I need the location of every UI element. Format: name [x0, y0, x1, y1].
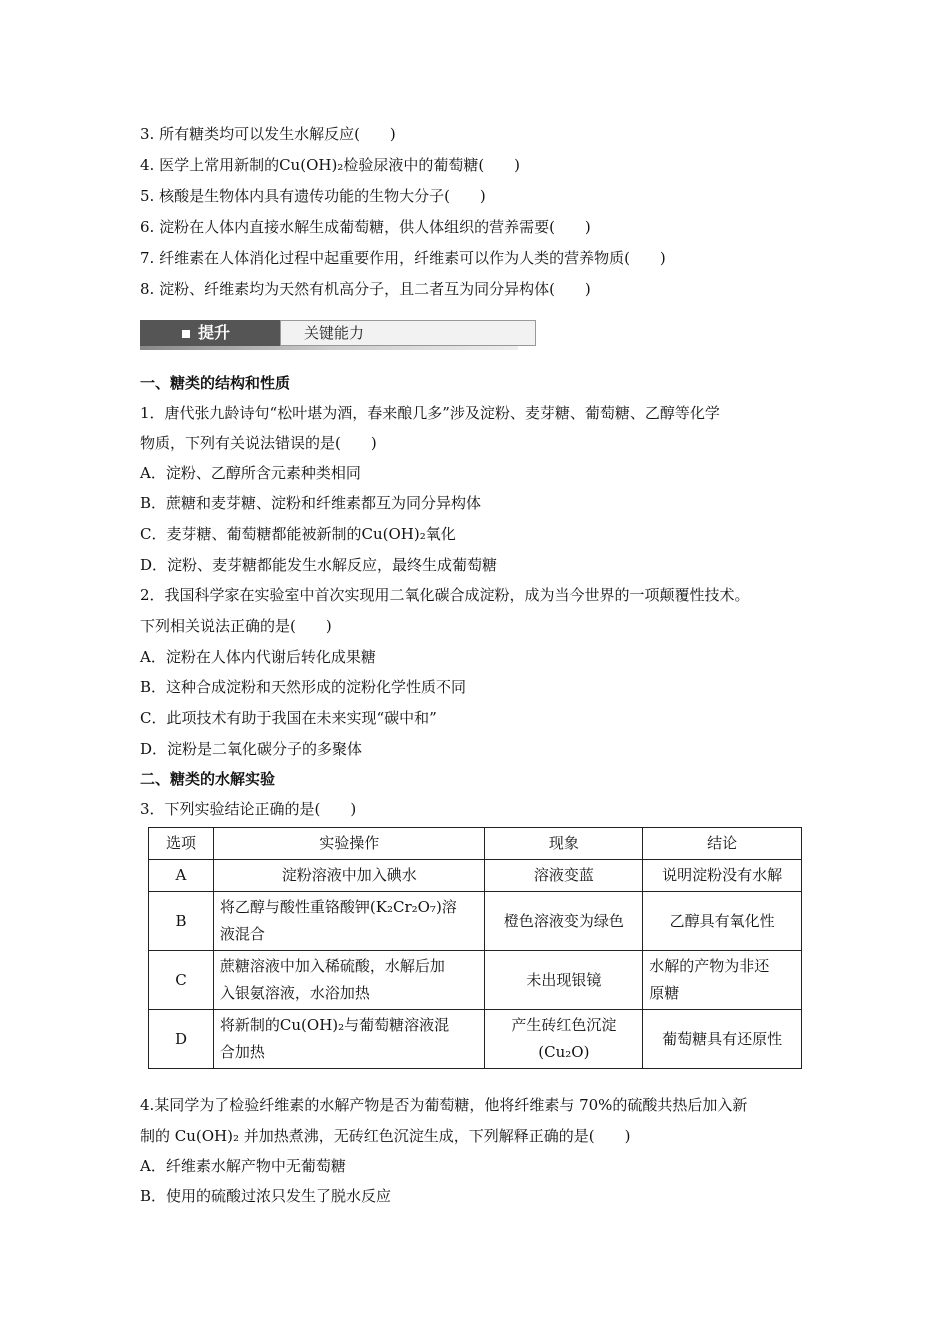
- q1-stem-line1: 1．唐代张九龄诗句“松叶堪为酒，春来酿几多”涉及淀粉、麦芽糖、葡萄糖、乙醇等化学: [140, 404, 720, 422]
- table-row: [149, 951, 802, 1010]
- q2-stem-line1: 2．我国科学家在实验室中首次实现用二氧化碳合成淀粉，成为当今世界的一项颠覆性技术。: [140, 586, 750, 604]
- judge-item-5: 5. 核酸是生物体内具有遗传功能的生物大分子( ): [140, 187, 486, 205]
- judge-item-3: 3. 所有糖类均可以发生水解反应( ): [140, 125, 396, 143]
- judge-item-8: 8. 淀粉、纤维素均为天然有机高分子，且二者互为同分异构体( ): [140, 280, 591, 298]
- q2-option-d: D．淀粉是二氧化碳分子的多聚体: [140, 740, 363, 758]
- option-cell: A: [149, 860, 214, 892]
- phenomenon-cell: 未出现银镜: [485, 951, 643, 1010]
- table-row: [149, 1010, 802, 1069]
- table-row: [149, 860, 802, 892]
- table-row: [149, 892, 802, 951]
- q4-option-b: B．使用的硫酸过浓只发生了脱水反应: [140, 1187, 392, 1205]
- phenomenon-cell: 橙色溶液变为绿色: [485, 892, 643, 951]
- conclusion-cell: 乙醇具有氧化性: [643, 892, 802, 951]
- option-cell: C: [149, 951, 214, 1010]
- phenomenon-cell: 产生砖红色沉淀 (Cu₂O): [485, 1010, 643, 1069]
- conclusion-cell: 说明淀粉没有水解: [643, 860, 802, 892]
- table-header: 结论: [643, 828, 802, 860]
- banner-right-label: 关键能力: [304, 324, 365, 342]
- operation-cell: 蔗糖溶液中加入稀硫酸，水解后加 入银氨溶液，水浴加热: [213, 951, 485, 1010]
- judge-item-7: 7. 纤维素在人体消化过程中起重要作用，纤维素可以作为人类的营养物质( ): [140, 249, 666, 267]
- operation-cell: 将新制的Cu(OH)₂与葡萄糖溶液混 合加热: [213, 1010, 485, 1069]
- conclusion-cell: 葡萄糖具有还原性: [643, 1010, 802, 1069]
- section-banner: [140, 320, 518, 350]
- section1-heading: 一、糖类的结构和性质: [140, 374, 291, 392]
- judge-item-4: 4. 医学上常用新制的Cu(OH)₂检验尿液中的葡萄糖( ): [140, 156, 521, 174]
- q1-option-b: B．蔗糖和麦芽糖、淀粉和纤维素都互为同分异构体: [140, 494, 482, 512]
- q1-option-d: D．淀粉、麦芽糖都能发生水解反应，最终生成葡萄糖: [140, 556, 498, 574]
- table-header: 现象: [485, 828, 643, 860]
- q2-option-b: B．这种合成淀粉和天然形成的淀粉化学性质不同: [140, 678, 467, 696]
- q3-stem: 3．下列实验结论正确的是( ): [140, 800, 357, 818]
- q4-stem-line2: 制的 Cu(OH)₂ 并加热煮沸，无砖红色沉淀生成，下列解释正确的是( ): [140, 1127, 631, 1145]
- q2-option-a: A．淀粉在人体内代谢后转化成果糖: [140, 648, 376, 666]
- q1-stem-line2: 物质，下列有关说法错误的是( ): [140, 434, 377, 452]
- q1-option-a: A．淀粉、乙醇所含元素种类相同: [140, 464, 361, 482]
- judge-item-6: 6. 淀粉在人体内直接水解生成葡萄糖，供人体组织的营养需要( ): [140, 218, 591, 236]
- operation-cell: 淀粉溶液中加入碘水: [213, 860, 485, 892]
- option-cell: B: [149, 892, 214, 951]
- table-header: 实验操作: [213, 828, 485, 860]
- section2-heading: 二、糖类的水解实验: [140, 770, 276, 788]
- q1-option-c: C．麦芽糖、葡萄糖都能被新制的Cu(OH)₂氧化: [140, 525, 456, 543]
- square-bullet-icon: [182, 330, 190, 338]
- experiment-table: [148, 827, 802, 1069]
- q2-stem-line2: 下列相关说法正确的是( ): [140, 617, 332, 635]
- phenomenon-cell: 溶液变蓝: [485, 860, 643, 892]
- table-header: 选项: [149, 828, 214, 860]
- conclusion-cell: 水解的产物为非还 原糖: [643, 951, 802, 1010]
- banner-left-label: 提升: [198, 323, 231, 342]
- q2-option-c: C．此项技术有助于我国在未来实现“碳中和”: [140, 709, 437, 727]
- table-header-row: [149, 828, 802, 860]
- option-cell: D: [149, 1010, 214, 1069]
- q4-option-a: A．纤维素水解产物中无葡萄糖: [140, 1157, 346, 1175]
- q4-stem-line1: 4.某同学为了检验纤维素的水解产物是否为葡萄糖，他将纤维素与 70%的硫酸共热后加入新: [140, 1096, 748, 1114]
- operation-cell: 将乙醇与酸性重铬酸钾(K₂Cr₂O₇)溶 液混合: [213, 892, 485, 951]
